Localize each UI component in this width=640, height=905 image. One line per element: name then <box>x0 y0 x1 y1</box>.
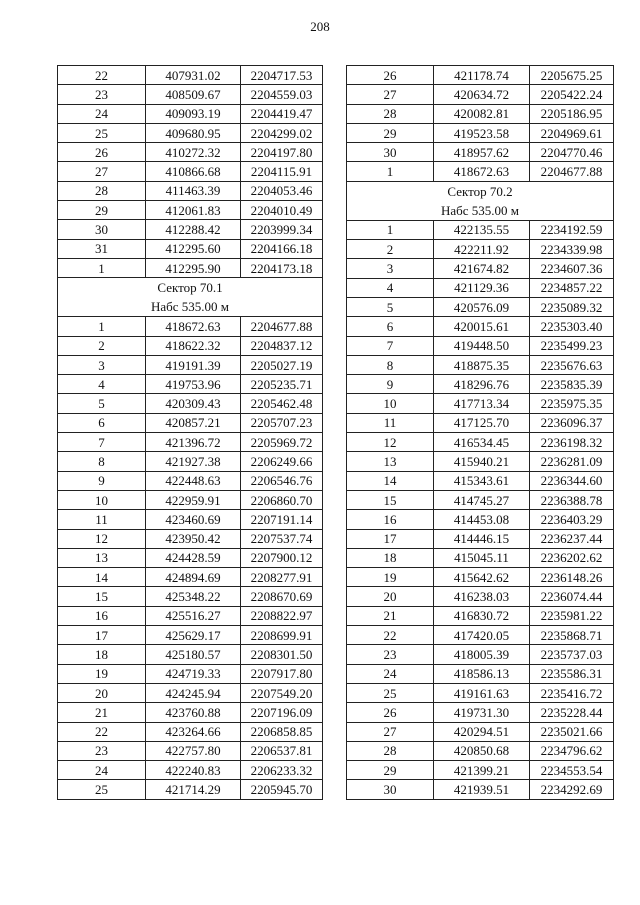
table-row <box>347 220 614 239</box>
table-row <box>58 181 323 200</box>
point-number-cell: 5 <box>347 297 434 316</box>
point-number-cell: 30 <box>347 780 434 799</box>
table-row <box>58 548 323 567</box>
y-coordinate-cell: 2235676.63 <box>530 355 614 374</box>
y-coordinate-cell: 2205462.48 <box>241 394 323 413</box>
y-coordinate-cell: 2204197.80 <box>241 143 323 162</box>
table-row <box>58 683 323 702</box>
y-coordinate-cell: 2236074.44 <box>530 587 614 606</box>
y-coordinate-cell: 2207917.80 <box>241 664 323 683</box>
table-row <box>58 703 323 722</box>
x-coordinate-cell: 417420.05 <box>434 626 530 645</box>
table-row <box>347 143 614 162</box>
x-coordinate-cell: 422211.92 <box>434 240 530 259</box>
x-coordinate-cell: 425348.22 <box>146 587 241 606</box>
sector-title: Сектор 70.2 <box>447 183 513 199</box>
coordinates-table-left <box>57 65 323 800</box>
x-coordinate-cell: 425180.57 <box>146 645 241 664</box>
x-coordinate-cell: 415343.61 <box>434 471 530 490</box>
x-coordinate-cell: 414446.15 <box>434 529 530 548</box>
table-row <box>347 471 614 490</box>
point-number-cell: 24 <box>58 104 146 123</box>
point-number-cell: 6 <box>58 413 146 432</box>
point-number-cell: 23 <box>347 645 434 664</box>
y-coordinate-cell: 2208670.69 <box>241 587 323 606</box>
x-coordinate-cell: 409680.95 <box>146 123 241 142</box>
y-coordinate-cell: 2207537.74 <box>241 529 323 548</box>
point-number-cell: 17 <box>58 626 146 645</box>
x-coordinate-cell: 421178.74 <box>434 66 530 85</box>
point-number-cell: 7 <box>347 336 434 355</box>
table-row <box>58 761 323 780</box>
point-number-cell: 3 <box>347 259 434 278</box>
y-coordinate-cell: 2205027.19 <box>241 355 323 374</box>
y-coordinate-cell: 2204559.03 <box>241 85 323 104</box>
point-number-cell: 20 <box>347 587 434 606</box>
y-coordinate-cell: 2206249.66 <box>241 452 323 471</box>
y-coordinate-cell: 2205235.71 <box>241 375 323 394</box>
x-coordinate-cell: 420309.43 <box>146 394 241 413</box>
x-coordinate-cell: 422240.83 <box>146 761 241 780</box>
x-coordinate-cell: 420576.09 <box>434 297 530 316</box>
table-row <box>58 239 323 258</box>
x-coordinate-cell: 417713.34 <box>434 394 530 413</box>
point-number-cell: 27 <box>347 85 434 104</box>
point-number-cell: 10 <box>347 394 434 413</box>
table-row <box>347 394 614 413</box>
table-row <box>58 452 323 471</box>
y-coordinate-cell: 2207196.09 <box>241 703 323 722</box>
sector-header-row <box>347 181 614 220</box>
x-coordinate-cell: 419753.96 <box>146 375 241 394</box>
x-coordinate-cell: 418005.39 <box>434 645 530 664</box>
table-row <box>58 258 323 277</box>
table-row <box>347 375 614 394</box>
table-row <box>58 123 323 142</box>
table-row <box>347 761 614 780</box>
point-number-cell: 22 <box>58 722 146 741</box>
x-coordinate-cell: 419523.58 <box>434 123 530 142</box>
x-coordinate-cell: 407931.02 <box>146 66 241 85</box>
point-number-cell: 7 <box>58 433 146 452</box>
y-coordinate-cell: 2236281.09 <box>530 452 614 471</box>
point-number-cell: 28 <box>347 104 434 123</box>
y-coordinate-cell: 2206546.76 <box>241 471 323 490</box>
x-coordinate-cell: 418672.63 <box>146 317 241 336</box>
y-coordinate-cell: 2235975.35 <box>530 394 614 413</box>
table-row <box>347 433 614 452</box>
point-number-cell: 20 <box>58 683 146 702</box>
point-number-cell: 23 <box>58 741 146 760</box>
point-number-cell: 2 <box>58 336 146 355</box>
y-coordinate-cell: 2204010.49 <box>241 201 323 220</box>
x-coordinate-cell: 424428.59 <box>146 548 241 567</box>
table-row <box>347 587 614 606</box>
point-number-cell: 16 <box>58 606 146 625</box>
table-row <box>347 104 614 123</box>
point-number-cell: 12 <box>58 529 146 548</box>
y-coordinate-cell: 2205969.72 <box>241 433 323 452</box>
x-coordinate-cell: 409093.19 <box>146 104 241 123</box>
table-row <box>347 85 614 104</box>
y-coordinate-cell: 2205707.23 <box>241 413 323 432</box>
x-coordinate-cell: 425629.17 <box>146 626 241 645</box>
x-coordinate-cell: 421927.38 <box>146 452 241 471</box>
x-coordinate-cell: 420015.61 <box>434 317 530 336</box>
y-coordinate-cell: 2204677.88 <box>241 317 323 336</box>
point-number-cell: 21 <box>58 703 146 722</box>
y-coordinate-cell: 2204173.18 <box>241 258 323 277</box>
point-number-cell: 8 <box>347 355 434 374</box>
y-coordinate-cell: 2204115.91 <box>241 162 323 181</box>
table-row <box>347 722 614 741</box>
x-coordinate-cell: 421396.72 <box>146 433 241 452</box>
point-number-cell: 1 <box>58 258 146 277</box>
point-number-cell: 14 <box>347 471 434 490</box>
x-coordinate-cell: 415940.21 <box>434 452 530 471</box>
y-coordinate-cell: 2235416.72 <box>530 683 614 702</box>
y-coordinate-cell: 2205945.70 <box>241 780 323 799</box>
y-coordinate-cell: 2204419.47 <box>241 104 323 123</box>
point-number-cell: 26 <box>58 143 146 162</box>
table-row <box>58 143 323 162</box>
y-coordinate-cell: 2204837.12 <box>241 336 323 355</box>
x-coordinate-cell: 422757.80 <box>146 741 241 760</box>
table-row <box>347 510 614 529</box>
table-row <box>347 626 614 645</box>
point-number-cell: 19 <box>347 568 434 587</box>
y-coordinate-cell: 2235303.40 <box>530 317 614 336</box>
x-coordinate-cell: 423760.88 <box>146 703 241 722</box>
y-coordinate-cell: 2204053.46 <box>241 181 323 200</box>
point-number-cell: 30 <box>58 220 146 239</box>
point-number-cell: 26 <box>347 66 434 85</box>
x-coordinate-cell: 412288.42 <box>146 220 241 239</box>
point-number-cell: 27 <box>58 162 146 181</box>
point-number-cell: 26 <box>347 703 434 722</box>
point-number-cell: 3 <box>58 355 146 374</box>
x-coordinate-cell: 423460.69 <box>146 510 241 529</box>
x-coordinate-cell: 418672.63 <box>434 162 530 181</box>
x-coordinate-cell: 424719.33 <box>146 664 241 683</box>
y-coordinate-cell: 2235089.32 <box>530 297 614 316</box>
y-coordinate-cell: 2204717.53 <box>241 66 323 85</box>
table-row <box>347 123 614 142</box>
x-coordinate-cell: 408509.67 <box>146 85 241 104</box>
table-row <box>58 433 323 452</box>
y-coordinate-cell: 2206537.81 <box>241 741 323 760</box>
y-coordinate-cell: 2204299.02 <box>241 123 323 142</box>
table-row <box>347 355 614 374</box>
point-number-cell: 13 <box>58 548 146 567</box>
table-row <box>347 664 614 683</box>
table-row <box>58 471 323 490</box>
x-coordinate-cell: 423950.42 <box>146 529 241 548</box>
point-number-cell: 27 <box>347 722 434 741</box>
point-number-cell: 14 <box>58 568 146 587</box>
y-coordinate-cell: 2235499.23 <box>530 336 614 355</box>
x-coordinate-cell: 420850.68 <box>434 741 530 760</box>
y-coordinate-cell: 2208301.50 <box>241 645 323 664</box>
table-row <box>58 626 323 645</box>
x-coordinate-cell: 422959.91 <box>146 490 241 509</box>
table-row <box>58 355 323 374</box>
table-row <box>347 645 614 664</box>
point-number-cell: 22 <box>58 66 146 85</box>
y-coordinate-cell: 2234607.36 <box>530 259 614 278</box>
point-number-cell: 29 <box>347 123 434 142</box>
y-coordinate-cell: 2236344.60 <box>530 471 614 490</box>
point-number-cell: 25 <box>347 683 434 702</box>
x-coordinate-cell: 420294.51 <box>434 722 530 741</box>
table-row <box>58 336 323 355</box>
table-row <box>347 162 614 181</box>
table-row <box>58 741 323 760</box>
x-coordinate-cell: 423264.66 <box>146 722 241 741</box>
x-coordinate-cell: 415045.11 <box>434 548 530 567</box>
point-number-cell: 25 <box>58 123 146 142</box>
table-row <box>347 240 614 259</box>
y-coordinate-cell: 2236198.32 <box>530 433 614 452</box>
table-row <box>58 317 323 336</box>
point-number-cell: 1 <box>347 162 434 181</box>
point-number-cell: 29 <box>58 201 146 220</box>
point-number-cell: 9 <box>58 471 146 490</box>
sector-header-row <box>58 278 323 317</box>
table-row <box>347 683 614 702</box>
y-coordinate-cell: 2204969.61 <box>530 123 614 142</box>
point-number-cell: 16 <box>347 510 434 529</box>
x-coordinate-cell: 417125.70 <box>434 413 530 432</box>
x-coordinate-cell: 414745.27 <box>434 490 530 509</box>
table-row <box>58 66 323 85</box>
y-coordinate-cell: 2236148.26 <box>530 568 614 587</box>
y-coordinate-cell: 2206233.32 <box>241 761 323 780</box>
point-number-cell: 23 <box>58 85 146 104</box>
table-row <box>347 259 614 278</box>
point-number-cell: 31 <box>58 239 146 258</box>
point-number-cell: 2 <box>347 240 434 259</box>
y-coordinate-cell: 2234192.59 <box>530 220 614 239</box>
y-coordinate-cell: 2205422.24 <box>530 85 614 104</box>
x-coordinate-cell: 412295.60 <box>146 239 241 258</box>
point-number-cell: 24 <box>347 664 434 683</box>
point-number-cell: 12 <box>347 433 434 452</box>
point-number-cell: 8 <box>58 452 146 471</box>
table-row <box>58 490 323 509</box>
x-coordinate-cell: 421714.29 <box>146 780 241 799</box>
table-row <box>58 606 323 625</box>
x-coordinate-cell: 419191.39 <box>146 355 241 374</box>
y-coordinate-cell: 2204166.18 <box>241 239 323 258</box>
table-row <box>58 85 323 104</box>
x-coordinate-cell: 412061.83 <box>146 201 241 220</box>
x-coordinate-cell: 419731.30 <box>434 703 530 722</box>
point-number-cell: 18 <box>347 548 434 567</box>
y-coordinate-cell: 2235021.66 <box>530 722 614 741</box>
y-coordinate-cell: 2234292.69 <box>530 780 614 799</box>
x-coordinate-cell: 416830.72 <box>434 606 530 625</box>
table-row <box>58 162 323 181</box>
y-coordinate-cell: 2208822.97 <box>241 606 323 625</box>
point-number-cell: 10 <box>58 490 146 509</box>
point-number-cell: 15 <box>347 490 434 509</box>
point-number-cell: 4 <box>58 375 146 394</box>
table-row <box>347 278 614 297</box>
x-coordinate-cell: 419448.50 <box>434 336 530 355</box>
table-row <box>347 741 614 760</box>
x-coordinate-cell: 420082.81 <box>434 104 530 123</box>
table-row <box>58 529 323 548</box>
x-coordinate-cell: 421399.21 <box>434 761 530 780</box>
y-coordinate-cell: 2235586.31 <box>530 664 614 683</box>
table-row <box>347 780 614 799</box>
x-coordinate-cell: 421939.51 <box>434 780 530 799</box>
point-number-cell: 28 <box>58 181 146 200</box>
x-coordinate-cell: 414453.08 <box>434 510 530 529</box>
table-row <box>347 452 614 471</box>
y-coordinate-cell: 2235228.44 <box>530 703 614 722</box>
x-coordinate-cell: 421129.36 <box>434 278 530 297</box>
point-number-cell: 13 <box>347 452 434 471</box>
table-row <box>347 548 614 567</box>
x-coordinate-cell: 420634.72 <box>434 85 530 104</box>
x-coordinate-cell: 411463.39 <box>146 181 241 200</box>
table-row <box>58 104 323 123</box>
table-row <box>58 780 323 799</box>
point-number-cell: 1 <box>58 317 146 336</box>
table-row <box>347 66 614 85</box>
y-coordinate-cell: 2207900.12 <box>241 548 323 567</box>
table-row <box>58 722 323 741</box>
y-coordinate-cell: 2205186.95 <box>530 104 614 123</box>
y-coordinate-cell: 2203999.34 <box>241 220 323 239</box>
sector-header <box>58 278 323 317</box>
table-row <box>58 413 323 432</box>
point-number-cell: 11 <box>58 510 146 529</box>
table-row <box>347 568 614 587</box>
y-coordinate-cell: 2234857.22 <box>530 278 614 297</box>
point-number-cell: 29 <box>347 761 434 780</box>
point-number-cell: 30 <box>347 143 434 162</box>
x-coordinate-cell: 422135.55 <box>434 220 530 239</box>
point-number-cell: 1 <box>347 220 434 239</box>
y-coordinate-cell: 2208277.91 <box>241 568 323 587</box>
y-coordinate-cell: 2207549.20 <box>241 683 323 702</box>
coordinates-table-right <box>346 65 614 800</box>
point-number-cell: 15 <box>58 587 146 606</box>
x-coordinate-cell: 421674.82 <box>434 259 530 278</box>
point-number-cell: 25 <box>58 780 146 799</box>
table-row <box>347 529 614 548</box>
x-coordinate-cell: 410866.68 <box>146 162 241 181</box>
y-coordinate-cell: 2207191.14 <box>241 510 323 529</box>
point-number-cell: 6 <box>347 317 434 336</box>
y-coordinate-cell: 2235981.22 <box>530 606 614 625</box>
x-coordinate-cell: 418622.32 <box>146 336 241 355</box>
x-coordinate-cell: 418875.35 <box>434 355 530 374</box>
y-coordinate-cell: 2236388.78 <box>530 490 614 509</box>
y-coordinate-cell: 2206858.85 <box>241 722 323 741</box>
y-coordinate-cell: 2236237.44 <box>530 529 614 548</box>
x-coordinate-cell: 415642.62 <box>434 568 530 587</box>
point-number-cell: 28 <box>347 741 434 760</box>
x-coordinate-cell: 422448.63 <box>146 471 241 490</box>
table-row <box>58 201 323 220</box>
table-row <box>347 297 614 316</box>
x-coordinate-cell: 418957.62 <box>434 143 530 162</box>
sector-height: Набс 535.00 м <box>150 299 230 315</box>
y-coordinate-cell: 2206860.70 <box>241 490 323 509</box>
x-coordinate-cell: 416238.03 <box>434 587 530 606</box>
x-coordinate-cell: 412295.90 <box>146 258 241 277</box>
table-row <box>347 317 614 336</box>
x-coordinate-cell: 425516.27 <box>146 606 241 625</box>
y-coordinate-cell: 2235737.03 <box>530 645 614 664</box>
table-row <box>58 568 323 587</box>
y-coordinate-cell: 2235835.39 <box>530 375 614 394</box>
y-coordinate-cell: 2236202.62 <box>530 548 614 567</box>
y-coordinate-cell: 2205675.25 <box>530 66 614 85</box>
x-coordinate-cell: 424894.69 <box>146 568 241 587</box>
point-number-cell: 17 <box>347 529 434 548</box>
y-coordinate-cell: 2204770.46 <box>530 143 614 162</box>
table-row <box>58 375 323 394</box>
sector-header <box>347 181 614 220</box>
y-coordinate-cell: 2235868.71 <box>530 626 614 645</box>
sector-height: Набс 535.00 м <box>440 202 520 218</box>
x-coordinate-cell: 418296.76 <box>434 375 530 394</box>
x-coordinate-cell: 410272.32 <box>146 143 241 162</box>
table-row <box>347 490 614 509</box>
table-row <box>347 336 614 355</box>
point-number-cell: 21 <box>347 606 434 625</box>
page-number: 208 <box>310 19 330 34</box>
point-number-cell: 5 <box>58 394 146 413</box>
point-number-cell: 19 <box>58 664 146 683</box>
x-coordinate-cell: 419161.63 <box>434 683 530 702</box>
table-row <box>347 703 614 722</box>
y-coordinate-cell: 2236403.29 <box>530 510 614 529</box>
y-coordinate-cell: 2236096.37 <box>530 413 614 432</box>
y-coordinate-cell: 2204677.88 <box>530 162 614 181</box>
table-row <box>58 645 323 664</box>
y-coordinate-cell: 2208699.91 <box>241 626 323 645</box>
table-row <box>58 510 323 529</box>
table-row <box>58 664 323 683</box>
point-number-cell: 24 <box>58 761 146 780</box>
point-number-cell: 4 <box>347 278 434 297</box>
point-number-cell: 9 <box>347 375 434 394</box>
x-coordinate-cell: 424245.94 <box>146 683 241 702</box>
table-row <box>58 394 323 413</box>
x-coordinate-cell: 416534.45 <box>434 433 530 452</box>
y-coordinate-cell: 2234796.62 <box>530 741 614 760</box>
x-coordinate-cell: 418586.13 <box>434 664 530 683</box>
point-number-cell: 18 <box>58 645 146 664</box>
table-row <box>347 413 614 432</box>
table-row <box>58 587 323 606</box>
y-coordinate-cell: 2234339.98 <box>530 240 614 259</box>
point-number-cell: 11 <box>347 413 434 432</box>
sector-title: Сектор 70.1 <box>157 280 223 296</box>
table-row <box>58 220 323 239</box>
table-row <box>347 606 614 625</box>
point-number-cell: 22 <box>347 626 434 645</box>
x-coordinate-cell: 420857.21 <box>146 413 241 432</box>
y-coordinate-cell: 2234553.54 <box>530 761 614 780</box>
